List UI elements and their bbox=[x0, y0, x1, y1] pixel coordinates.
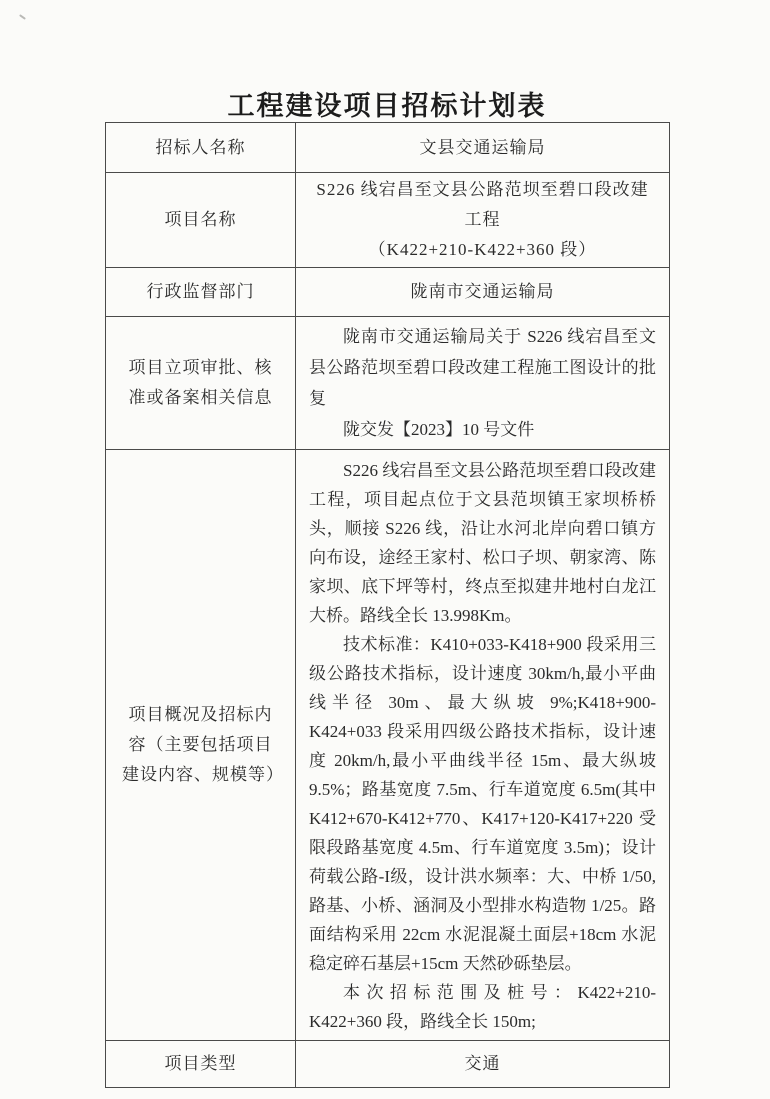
table-row-project-overview bbox=[106, 450, 670, 1041]
table-row-project-type bbox=[106, 1041, 670, 1088]
table-row-approval-info bbox=[106, 317, 670, 450]
overview-paragraph-2: 技术标准：K410+033-K418+900 段采用三级公路技术指标，设计速度 30km/h,最小平曲线半径 30m、最大纵坡 9%;K418+900-K424+033 段采用四级公路技术指标，设计速度 20km/h,最小平曲线半径 15m、最大纵坡 9.5%；路基宽度 7.5m、行车道宽度 6.5m(其中 K412+670-K412+770、K417+120-K417+220 受限段路基宽度 4.5m、行车道宽度 3.5m)；设计荷载公路-I级，设计洪水频率：大、中桥 1/50,路基、小桥、涵洞及小型排水构造物 1/25。路面结构采用 22cm 水泥混凝土面层+18cm 水泥稳定碎石基层+15cm 天然砂砾垫层。 bbox=[309, 635, 656, 973]
approval-paragraph-1: 陇南市交通运输局关于 S226 线宕昌至文县公路范坝至碧口段改建工程施工图设计的批复 bbox=[309, 327, 656, 408]
row-label-project-name: 项目名称 bbox=[106, 173, 296, 268]
row-value-project-type: 交通 bbox=[296, 1041, 670, 1088]
table-row-bidder-name bbox=[106, 123, 670, 173]
page-title: 工程建设项目招标计划表 bbox=[227, 91, 547, 121]
row-label-approval-info: 项目立项审批、核准或备案相关信息 bbox=[106, 317, 296, 450]
row-value-bidder-name: 文县交通运输局 bbox=[296, 123, 670, 173]
row-label-project-type: 项目类型 bbox=[106, 1041, 296, 1088]
project-name-line-2: （K422+210-K422+360 段） bbox=[368, 240, 597, 259]
row-label-project-overview: 项目概况及招标内容（主要包括项目建设内容、规模等） bbox=[106, 450, 296, 1041]
bidding-plan-table bbox=[105, 122, 670, 1088]
project-name-line-1: S226 线宕昌至文县公路范坝至碧口段改建工程 bbox=[316, 180, 649, 229]
row-value-project-name bbox=[296, 173, 670, 268]
overview-paragraph-1: S226 线宕昌至文县公路范坝至碧口段改建工程，项目起点位于文县范坝镇王家坝桥桥头，顺接 S226 线，沿让水河北岸向碧口镇方向布设，途经王家村、松口子坝、朝家湾、陈家坝、底下坪等村，终点至拟建井地村白龙江大桥。路线全长 13.998Km。 bbox=[309, 461, 656, 625]
overview-paragraph-3: 本次招标范围及桩号：K422+210-K422+360 段，路线全长 150m; bbox=[309, 983, 656, 1031]
scan-speck bbox=[19, 14, 26, 20]
row-value-approval-info bbox=[296, 317, 670, 450]
row-value-supervising-department: 陇南市交通运输局 bbox=[296, 268, 670, 317]
row-label-bidder-name: 招标人名称 bbox=[106, 123, 296, 173]
table-row-project-name bbox=[106, 173, 670, 268]
table-row-supervising-department bbox=[106, 268, 670, 317]
row-value-project-overview bbox=[296, 450, 670, 1041]
row-label-supervising-department: 行政监督部门 bbox=[106, 268, 296, 317]
approval-paragraph-2: 陇交发【2023】10 号文件 bbox=[343, 420, 535, 439]
